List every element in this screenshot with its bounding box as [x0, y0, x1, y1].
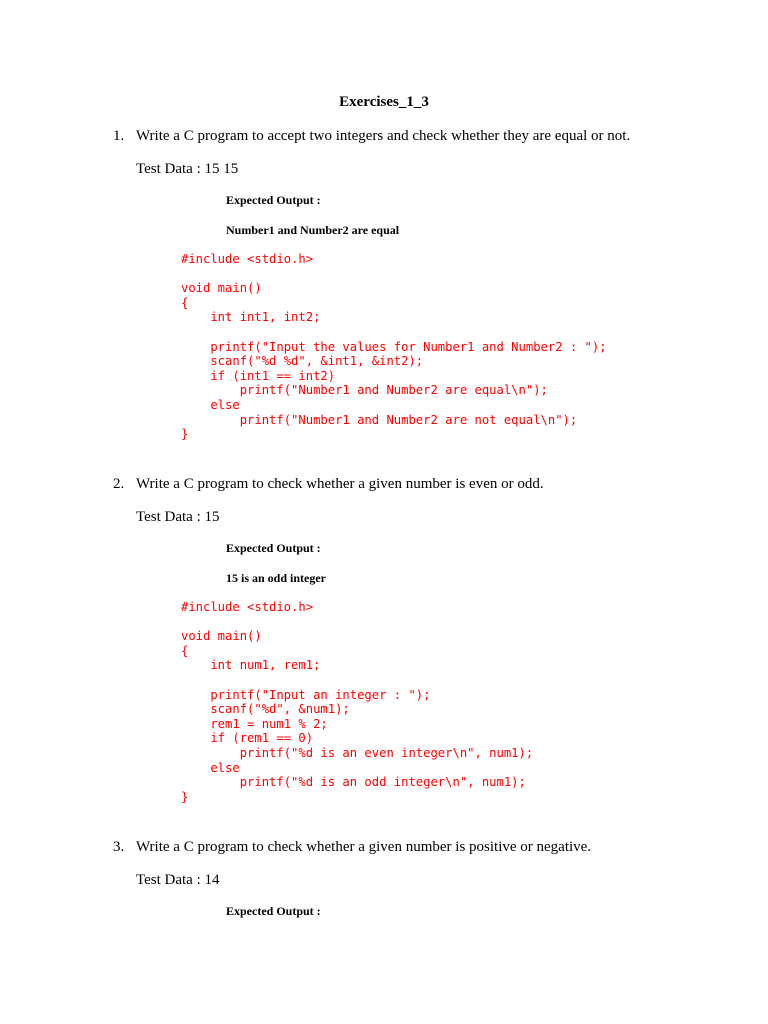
- code-line: void main(): [181, 629, 262, 644]
- code-line: scanf("%d", &num1);: [181, 702, 350, 717]
- exercise-2-number: 2.: [113, 476, 125, 492]
- code-line: rem1 = num1 % 2;: [181, 716, 328, 731]
- exercise-1-expected-label: Expected Output :: [226, 193, 321, 207]
- code-line: printf("Number1 and Number2 are not equal\n");: [181, 412, 578, 427]
- code-line: }: [181, 427, 189, 442]
- code-line: printf("Input an integer : ");: [181, 687, 431, 702]
- exercise-2-code-block: [181, 600, 533, 804]
- exercise-2-expected-label: Expected Output :: [226, 541, 321, 555]
- exercise-1-test-data: Test Data : 15 15: [136, 161, 239, 177]
- code-line: #include <stdio.h>: [181, 600, 314, 614]
- code-line: printf("%d is an odd integer\n", num1);: [181, 775, 526, 790]
- code-line: {: [181, 643, 189, 658]
- code-line: int num1, rem1;: [181, 658, 321, 673]
- code-line: printf("Number1 and Number2 are equal\n");: [181, 383, 548, 398]
- code-line: scanf("%d %d", &int1, &int2);: [181, 354, 424, 369]
- exercise-1-expected-value: Number1 and Number2 are equal: [226, 223, 400, 237]
- code-line: void main(): [181, 281, 262, 296]
- code-line: [181, 325, 607, 340]
- exercise-3-number: 3.: [113, 839, 125, 855]
- exercise-1-question: Write a C program to accept two integers and check whether they are equal or not.: [136, 128, 631, 144]
- exercise-1-code-block: [181, 252, 607, 442]
- code-line: int int1, int2;: [181, 310, 321, 325]
- exercise-1-number: 1.: [113, 128, 125, 144]
- code-line: }: [181, 789, 189, 804]
- code-line: printf("%d is an even integer\n", num1);: [181, 745, 534, 760]
- exercise-3-question: Write a C program to check whether a given number is positive or negative.: [136, 839, 592, 855]
- exercise-2-expected-value: 15 is an odd integer: [226, 571, 327, 585]
- code-line: printf("Input the values for Number1 and Number2 : ");: [181, 339, 607, 354]
- code-line: if (int1 == int2): [181, 368, 336, 383]
- document-title: Exercises_1_3: [339, 94, 429, 110]
- code-line: else: [181, 397, 240, 412]
- code-line: [181, 615, 533, 630]
- code-line: if (rem1 == 0): [181, 731, 314, 746]
- exercise-3-test-data: Test Data : 14: [136, 872, 220, 888]
- code-line: else: [181, 760, 240, 775]
- code-line: [181, 673, 533, 688]
- code-line: {: [181, 295, 189, 310]
- code-line: #include <stdio.h>: [181, 252, 314, 266]
- exercise-3-expected-label: Expected Output :: [226, 904, 321, 918]
- code-line: [181, 267, 607, 282]
- exercise-2-test-data: Test Data : 15: [136, 509, 220, 525]
- exercise-2-question: Write a C program to check whether a given number is even or odd.: [136, 476, 544, 492]
